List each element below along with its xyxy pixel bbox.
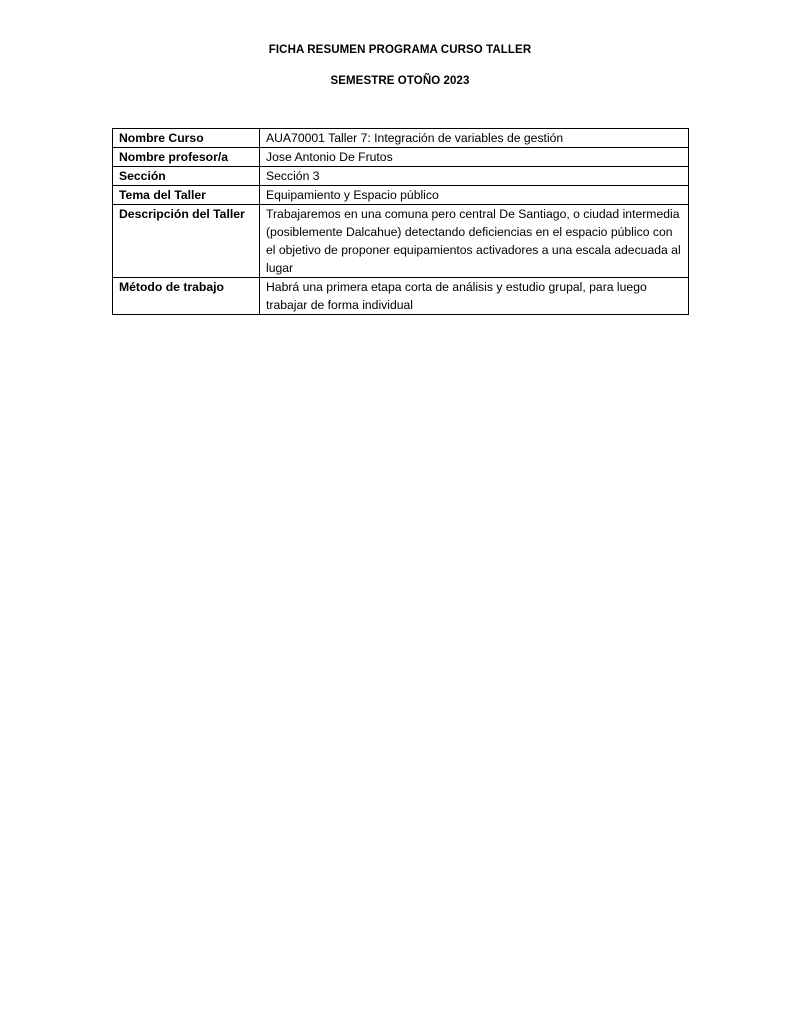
row-label: Tema del Taller [113, 186, 260, 205]
row-value: Habrá una primera etapa corta de análisis y estudio grupal, para luego trabajar de forma individual [260, 278, 689, 315]
row-value: Trabajaremos en una comuna pero central De Santiago, o ciudad intermedia (posiblemente Dalcahue) detectando deficiencias en el espacio público con el objetivo de proponer equipamientos activadores a una escala adecuada al lugar [260, 205, 689, 278]
row-label: Nombre profesor/a [113, 148, 260, 167]
row-value: Jose Antonio De Frutos [260, 148, 689, 167]
row-value: Equipamiento y Espacio público [260, 186, 689, 205]
table-row [113, 205, 689, 278]
table-row [113, 167, 689, 186]
course-summary-table [112, 128, 689, 315]
table-row [113, 186, 689, 205]
document-subtitle: SEMESTRE OTOÑO 2023 [330, 75, 470, 87]
document-title: FICHA RESUMEN PROGRAMA CURSO TALLER [268, 44, 532, 56]
row-value: AUA70001 Taller 7: Integración de variables de gestión [260, 129, 689, 148]
table-row [113, 278, 689, 315]
table-row [113, 129, 689, 148]
row-label: Método de trabajo [113, 278, 260, 315]
row-label: Sección [113, 167, 260, 186]
row-value: Sección 3 [260, 167, 689, 186]
row-label: Nombre Curso [113, 129, 260, 148]
row-label: Descripción del Taller [113, 205, 260, 278]
table-row [113, 148, 689, 167]
